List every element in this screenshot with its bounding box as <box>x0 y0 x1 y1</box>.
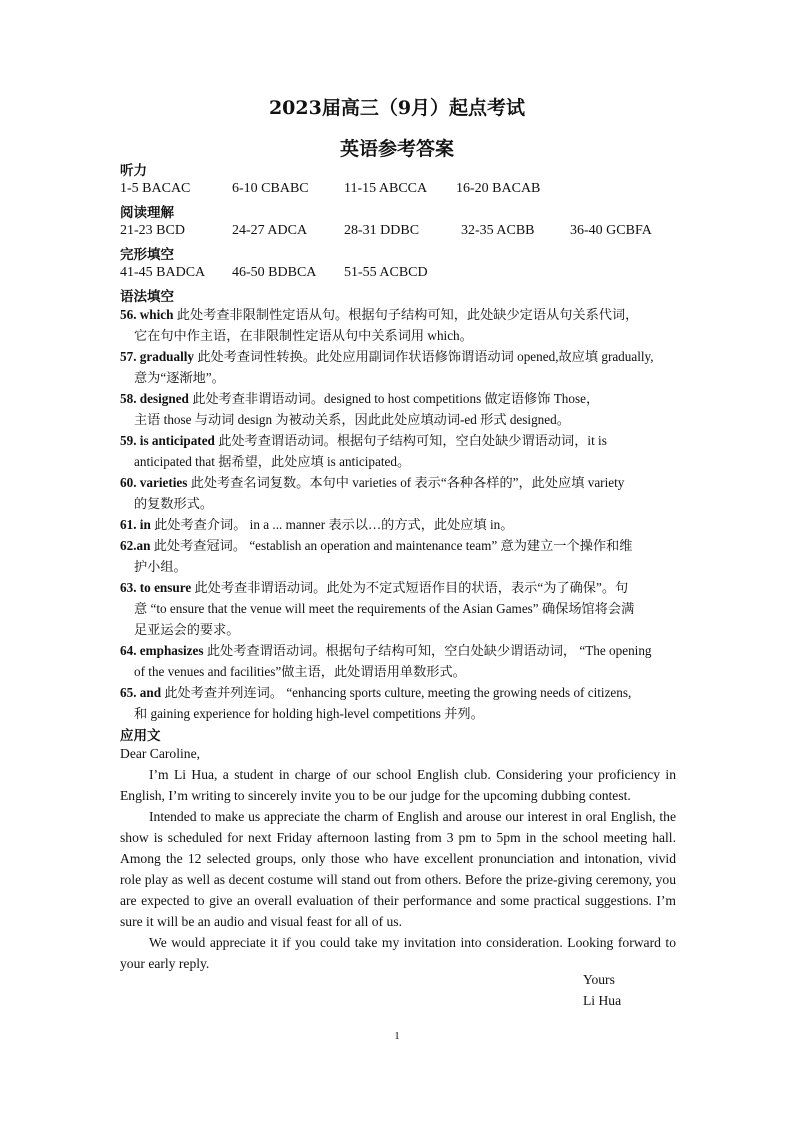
item-number: 65. <box>120 685 137 700</box>
answer-group: 6-10 CBABC <box>232 181 309 196</box>
item-explanation: 此处考查词性转换。此处应用副词作状语修饰谓语动词 opened,故应填 gradually, <box>194 349 654 364</box>
writing-heading: 应用文 <box>120 728 161 744</box>
answer-group: 1-5 BACAC <box>120 181 191 196</box>
letter-paragraph: We would appreciate it if you could take my invitation into consideration. Looking forward to your early reply. <box>120 935 676 971</box>
item-number: 57. <box>120 349 137 364</box>
item-answer: an <box>136 538 151 553</box>
grammar-item-62 <box>120 535 682 577</box>
item-answer: designed <box>139 391 189 406</box>
listening-answers <box>120 181 720 201</box>
answer-group: 21-23 BCD <box>120 223 185 238</box>
item-explanation: 此处考查并列连词。 “enhancing sports culture, meeting the growing needs of citizens, <box>161 685 632 700</box>
answer-group: 46-50 BDBCA <box>232 265 317 280</box>
item-explanation: 此处考查非谓语动词。designed to host competitions 做定语修饰 Those， <box>188 391 600 406</box>
reading-heading: 阅读理解 <box>120 205 174 221</box>
listening-heading: 听力 <box>120 163 147 179</box>
answer-group: 16-20 BACAB <box>456 181 541 196</box>
exam-subtitle: 英语参考答案 <box>339 138 454 160</box>
letter-signature: Li Hua <box>583 993 622 1008</box>
item-number: 64. <box>120 643 137 658</box>
item-explanation: 此处考查介词。 in a ... manner 表示以…的方式，此处应填 in。 <box>150 517 514 532</box>
grammar-item-64 <box>120 640 682 682</box>
item-answer: is anticipated <box>139 433 215 448</box>
grammar-item-65 <box>120 682 682 724</box>
item-explanation: 此处考查名词复数。本句中 varieties of 表示“各种各样的”，此处应填 variety <box>187 475 625 490</box>
cloze-heading: 完形填空 <box>120 247 174 263</box>
item-explanation: 此处考查冠词。 “establish an operation and maintenance team” 意为建立一个操作和维 <box>150 538 633 553</box>
answer-group: 51-55 ACBCD <box>344 265 428 280</box>
item-explanation-cont: 主语 those 与动词 design 为被动关系，因此此处应填动词-ed 形式 designed。 <box>134 412 570 427</box>
letter-closing: Yours <box>583 972 615 987</box>
answer-group: 24-27 ADCA <box>232 223 308 238</box>
letter-paragraph: I’m Li Hua, a student in charge of our school English club. Considering your proficiency in English, I’m writing to sincerely invite you to be our judge for the upcoming dubbing contest. <box>120 767 676 803</box>
item-explanation: 此处考查非谓语动词。此处为不定式短语作目的状语，表示“为了确保”。句 <box>191 580 629 595</box>
item-number: 56. <box>120 307 137 322</box>
grammar-item-61 <box>120 514 682 535</box>
item-explanation-cont: 和 gaining experience for holding high-level competitions 并列。 <box>134 706 484 721</box>
grammar-item-56 <box>120 304 682 346</box>
item-answer: gradually <box>139 349 195 364</box>
answer-group: 36-40 GCBFA <box>570 223 652 238</box>
cloze-answers <box>120 265 720 285</box>
item-number: 59. <box>120 433 137 448</box>
item-explanation-cont: 的复数形式。 <box>134 496 214 511</box>
item-number: 58. <box>120 391 137 406</box>
sample-letter <box>120 743 676 974</box>
grammar-item-57 <box>120 346 682 388</box>
item-explanation: 此处考查谓语动词。根据句子结构可知，空白处缺少谓语动词，it is <box>214 433 607 448</box>
item-answer: to ensure <box>139 580 192 595</box>
grammar-item-63 <box>120 577 682 640</box>
item-explanation-cont: 意为“逐渐地”。 <box>134 370 225 385</box>
answer-group: 32-35 ACBB <box>461 223 535 238</box>
item-number: 62. <box>120 538 137 553</box>
answer-group: 11-15 ABCCA <box>344 181 428 196</box>
item-answer: varieties <box>139 475 188 490</box>
grammar-item-58 <box>120 388 682 430</box>
item-number: 63. <box>120 580 137 595</box>
exam-title: 2023届高三（9月）起点考试 <box>268 97 526 119</box>
letter-paragraph: Intended to make us appreciate the charm of English and arouse our interest in oral English, the show is scheduled for next Friday afternoon lasting from 3 pm to 5pm in the school meeting hall. Among the 12 selected groups, only those who have excellent pronunciation and intonation, vivid role play as well as decent costume will stand out from others. Before the prize-giving ceremony, you are expected to give an overall evaluation of their performance and some practical suggestions. I’m sure it will be an audio and visual feast for all of us. <box>120 809 676 929</box>
reading-answers <box>120 223 720 243</box>
item-number: 60. <box>120 475 137 490</box>
item-answer: and <box>139 685 162 700</box>
item-explanation-cont: 足亚运会的要求。 <box>134 622 240 637</box>
page-number: 1 <box>394 1030 400 1042</box>
grammar-heading: 语法填空 <box>120 289 174 305</box>
item-answer: which <box>139 307 174 322</box>
item-answer: emphasizes <box>139 643 204 658</box>
item-explanation-cont: 意 “to ensure that the venue will meet the requirements of the Asian Games” 确保场馆将会满 <box>134 601 635 616</box>
answer-group: 41-45 BADCA <box>120 265 206 280</box>
item-explanation: 此处考查非限制性定语从句。根据句子结构可知，此处缺少定语从句关系代词， <box>173 307 639 322</box>
grammar-item-60 <box>120 472 682 514</box>
item-explanation-cont: 它在句中作主语，在非限制性定语从句中关系词用 which。 <box>134 328 473 343</box>
item-number: 61. <box>120 517 137 532</box>
item-explanation-cont: of the venues and facilities”做主语，此处谓语用单数形式。 <box>134 664 466 679</box>
item-answer: in <box>139 517 151 532</box>
item-explanation-cont: 护小组。 <box>134 559 187 574</box>
item-explanation-cont: anticipated that 据希望，此处应填 is anticipated。 <box>134 454 411 469</box>
item-explanation: 此处考查谓语动词。根据句子结构可知，空白处缺少谓语动词， “The opening <box>203 643 652 658</box>
answer-group: 28-31 DDBC <box>344 223 420 238</box>
grammar-item-59 <box>120 430 682 472</box>
letter-salutation: Dear Caroline, <box>120 746 201 761</box>
